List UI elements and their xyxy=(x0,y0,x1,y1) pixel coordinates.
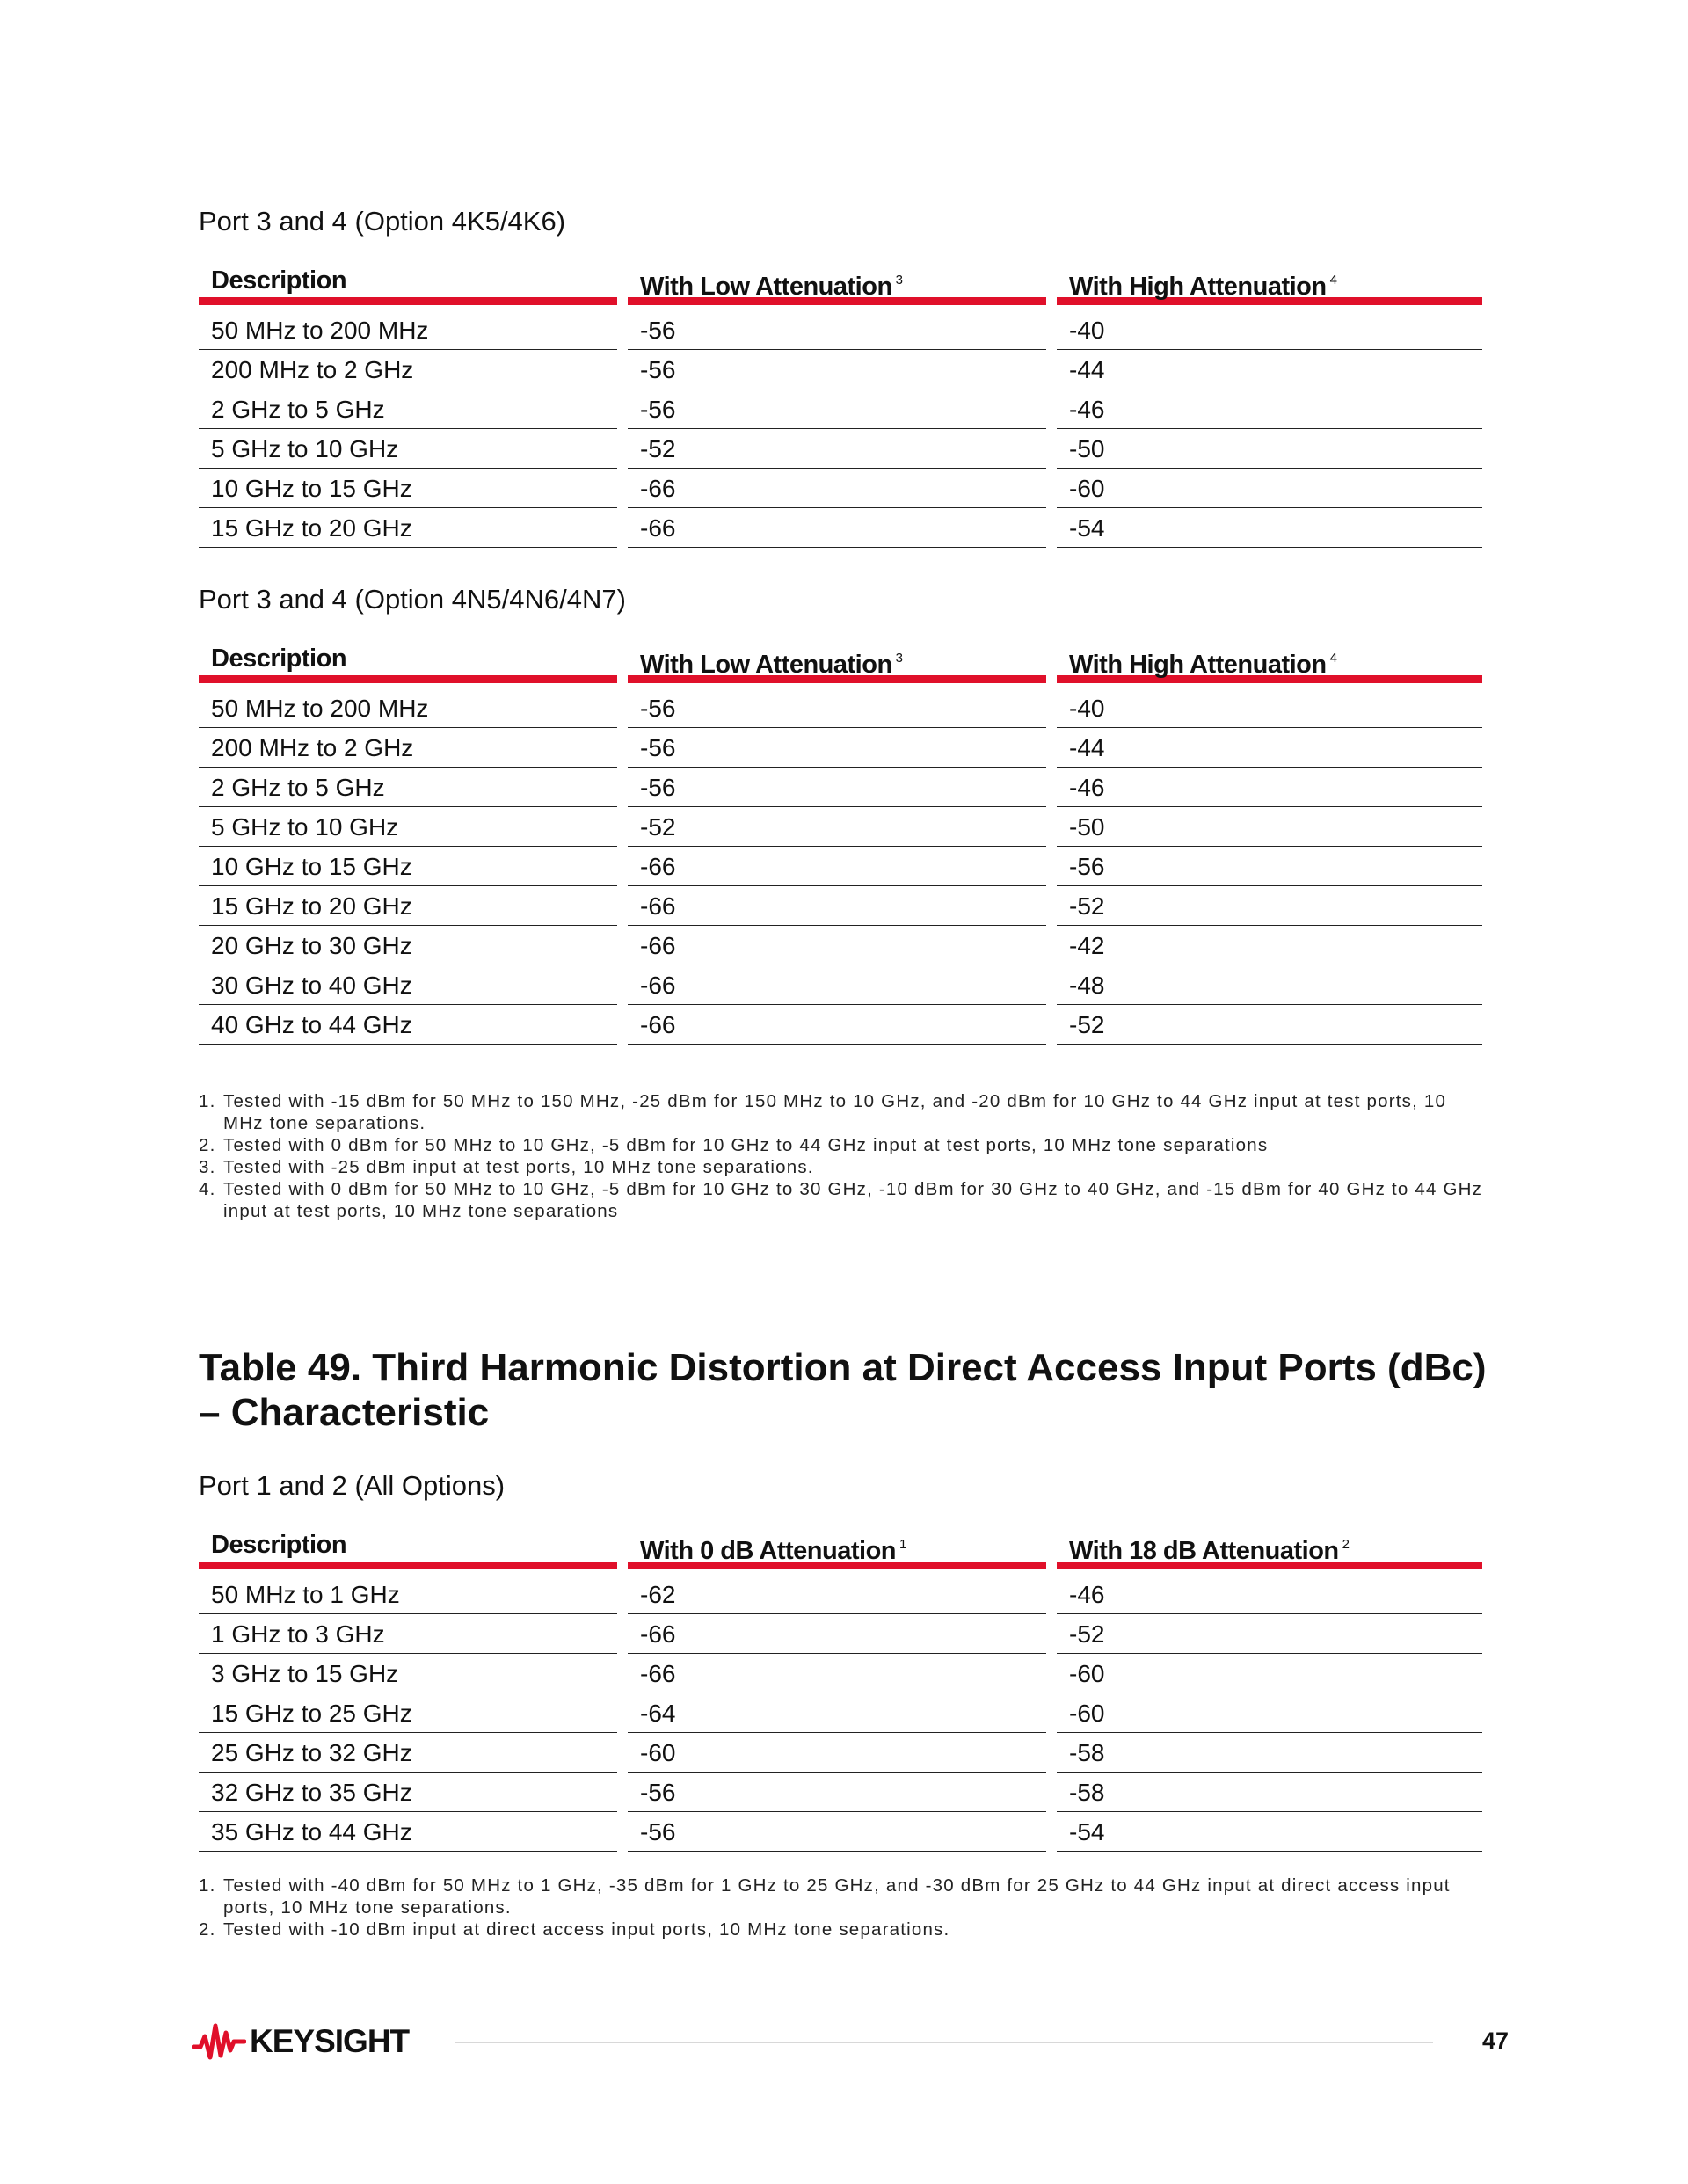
footnote xyxy=(199,1875,1491,1918)
table-header xyxy=(199,1528,1482,1576)
column-header-label: With 0 dB Attenuation xyxy=(640,1537,897,1565)
table-49-title: Table 49. Third Harmonic Distortion at Direct Access Input Ports (dBc) – Characteristic xyxy=(199,1346,1487,1434)
table-row xyxy=(199,1694,1482,1734)
table-row xyxy=(199,808,1482,848)
section-title-port-3-4-4n5: Port 3 and 4 (Option 4N5/4N6/4N7) xyxy=(199,584,626,615)
column-header-label: With 18 dB Attenuation xyxy=(1069,1537,1339,1565)
table-row xyxy=(199,1006,1482,1045)
table-cell: 2 GHz to 5 GHz xyxy=(199,390,617,429)
column-header xyxy=(199,1528,617,1569)
keysight-wave-icon xyxy=(192,2020,246,2063)
footnote-number: 1. xyxy=(199,1875,216,1896)
table-row xyxy=(199,351,1482,390)
table-cell: -54 xyxy=(1057,509,1482,548)
table-header xyxy=(199,264,1482,311)
table-cell: -56 xyxy=(628,390,1046,429)
table-cell: 1 GHz to 3 GHz xyxy=(199,1615,617,1654)
table-cell: -44 xyxy=(1057,351,1482,389)
table-cell: -50 xyxy=(1057,808,1482,847)
table-row xyxy=(199,1773,1482,1813)
table-cell: 10 GHz to 15 GHz xyxy=(199,848,617,886)
footnote-ref: 4 xyxy=(1329,273,1337,288)
table-cell: 50 MHz to 200 MHz xyxy=(199,311,617,350)
section-title-port-3-4-4k5: Port 3 and 4 (Option 4K5/4K6) xyxy=(199,206,566,237)
footnote-number: 1. xyxy=(199,1091,216,1111)
column-header-label: With High Attenuation xyxy=(1069,273,1327,301)
table-row xyxy=(199,1655,1482,1694)
table-cell: -60 xyxy=(1057,1655,1482,1693)
table-row xyxy=(199,887,1482,927)
table-cell: -56 xyxy=(628,1813,1046,1852)
table-header xyxy=(199,642,1482,689)
table-row xyxy=(199,1576,1482,1615)
table-cell: -56 xyxy=(628,729,1046,768)
column-header-label: Description xyxy=(211,266,347,295)
table-cell: -66 xyxy=(628,1006,1046,1045)
table-cell: -64 xyxy=(628,1694,1046,1733)
table-cell: -66 xyxy=(628,887,1046,926)
footnote xyxy=(199,1134,1491,1156)
table-cell: -46 xyxy=(1057,768,1482,807)
table-cell: 35 GHz to 44 GHz xyxy=(199,1813,617,1852)
table-cell: -54 xyxy=(1057,1813,1482,1852)
table-cell: 3 GHz to 15 GHz xyxy=(199,1655,617,1693)
table-cell: 40 GHz to 44 GHz xyxy=(199,1006,617,1045)
table-row xyxy=(199,768,1482,808)
footnote xyxy=(199,1156,1491,1178)
keysight-logo-text: KEYSIGHT xyxy=(250,2023,410,2059)
table-cell: 30 GHz to 40 GHz xyxy=(199,966,617,1005)
table-cell: -52 xyxy=(1057,1615,1482,1654)
column-header-label: Description xyxy=(211,644,347,673)
table-cell: -52 xyxy=(628,430,1046,469)
table-cell: -40 xyxy=(1057,689,1482,728)
table-cell: -66 xyxy=(628,848,1046,886)
table-cell: -66 xyxy=(628,509,1046,548)
footnote-text: Tested with -25 dBm input at test ports, 10 MHz tone separations. xyxy=(223,1157,814,1177)
footnote-text: Tested with 0 dBm for 50 MHz to 10 GHz, -5 dBm for 10 GHz to 30 GHz, -10 dBm for 30 GHz to 40 GHz, and -15 dBm for 40 GHz to 44 GHz input at test ports, 10 MHz tone separations xyxy=(223,1179,1483,1221)
table-row xyxy=(199,509,1482,549)
footnote-ref: 3 xyxy=(895,651,903,666)
table-cell: -50 xyxy=(1057,430,1482,469)
table-cell: -52 xyxy=(1057,887,1482,926)
footnote-text: Tested with -15 dBm for 50 MHz to 150 MHz, -25 dBm for 150 MHz to 10 GHz, and -20 dBm for 10 GHz to 44 GHz input at test ports, 10 MHz tone separations. xyxy=(223,1091,1447,1133)
column-header xyxy=(1057,642,1482,683)
column-header xyxy=(628,642,1046,683)
table-row xyxy=(199,390,1482,430)
table-cell: 20 GHz to 30 GHz xyxy=(199,927,617,965)
table-cell: 25 GHz to 32 GHz xyxy=(199,1734,617,1773)
column-header xyxy=(1057,1528,1482,1569)
table-cell: -66 xyxy=(628,1615,1046,1654)
table-cell: 15 GHz to 20 GHz xyxy=(199,509,617,548)
table-cell: -60 xyxy=(1057,470,1482,508)
table-cell: 10 GHz to 15 GHz xyxy=(199,470,617,508)
table-row xyxy=(199,1615,1482,1655)
footnote xyxy=(199,1178,1491,1222)
column-header xyxy=(628,264,1046,305)
table-port-3-4-4k5 xyxy=(199,264,1482,549)
footnote-number: 4. xyxy=(199,1179,216,1199)
table-cell: 5 GHz to 10 GHz xyxy=(199,808,617,847)
column-header xyxy=(199,264,617,305)
table-49 xyxy=(199,1528,1482,1853)
table-cell: -58 xyxy=(1057,1773,1482,1812)
table-row xyxy=(199,311,1482,351)
table-cell: -66 xyxy=(628,966,1046,1005)
table-cell: -52 xyxy=(1057,1006,1482,1045)
table-cell: -56 xyxy=(628,311,1046,350)
footnote-number: 2. xyxy=(199,1135,216,1155)
table-row xyxy=(199,470,1482,509)
table-cell: 50 MHz to 1 GHz xyxy=(199,1576,617,1614)
table-cell: 50 MHz to 200 MHz xyxy=(199,689,617,728)
table-row xyxy=(199,966,1482,1006)
column-header-label: Description xyxy=(211,1531,347,1559)
footnote-ref: 2 xyxy=(1342,1537,1350,1552)
table-cell: 15 GHz to 25 GHz xyxy=(199,1694,617,1733)
footnote-ref: 4 xyxy=(1329,651,1337,666)
footnote-number: 3. xyxy=(199,1157,216,1177)
table-cell: 32 GHz to 35 GHz xyxy=(199,1773,617,1812)
column-header-label: With Low Attenuation xyxy=(640,651,892,679)
table-cell: -58 xyxy=(1057,1734,1482,1773)
footnotes-section2 xyxy=(199,1090,1491,1222)
footnote-ref: 3 xyxy=(895,273,903,288)
table-cell: 200 MHz to 2 GHz xyxy=(199,351,617,389)
table-cell: -48 xyxy=(1057,966,1482,1005)
column-header xyxy=(1057,264,1482,305)
table-cell: -40 xyxy=(1057,311,1482,350)
table-cell: -56 xyxy=(628,768,1046,807)
table-cell: -44 xyxy=(1057,729,1482,768)
table-row xyxy=(199,927,1482,966)
table-row xyxy=(199,1734,1482,1773)
footnote xyxy=(199,1918,1491,1940)
column-header-label: With High Attenuation xyxy=(1069,651,1327,679)
footer-divider xyxy=(455,2042,1433,2043)
table-cell: 200 MHz to 2 GHz xyxy=(199,729,617,768)
table-cell: 2 GHz to 5 GHz xyxy=(199,768,617,807)
table-cell: -46 xyxy=(1057,1576,1482,1614)
table-cell: -66 xyxy=(628,927,1046,965)
table-cell: -56 xyxy=(1057,848,1482,886)
table-cell: 15 GHz to 20 GHz xyxy=(199,887,617,926)
table-49-subtitle: Port 1 and 2 (All Options) xyxy=(199,1470,506,1501)
table-cell: -66 xyxy=(628,470,1046,508)
table-cell: -60 xyxy=(1057,1694,1482,1733)
footnote-text: Tested with -40 dBm for 50 MHz to 1 GHz, -35 dBm for 1 GHz to 25 GHz, and -30 dBm for 25 GHz to 44 GHz input at direct access input ports, 10 MHz tone separations. xyxy=(223,1875,1451,1918)
table-cell: -60 xyxy=(628,1734,1046,1773)
footnotes-table49 xyxy=(199,1875,1491,1940)
column-header xyxy=(628,1528,1046,1569)
table-row xyxy=(199,729,1482,768)
table-row xyxy=(199,1813,1482,1853)
page-number: 47 xyxy=(1482,2027,1510,2054)
table-cell: 5 GHz to 10 GHz xyxy=(199,430,617,469)
table-port-3-4-4n5 xyxy=(199,642,1482,1045)
footnote-ref: 1 xyxy=(899,1537,906,1552)
table-cell: -66 xyxy=(628,1655,1046,1693)
footnote-number: 2. xyxy=(199,1919,216,1940)
footnote-text: Tested with 0 dBm for 50 MHz to 10 GHz, -5 dBm for 10 GHz to 44 GHz input at test ports, 10 MHz tone separations xyxy=(223,1135,1269,1155)
table-row xyxy=(199,689,1482,729)
keysight-logo xyxy=(192,2020,409,2063)
table-cell: -56 xyxy=(628,1773,1046,1812)
table-row xyxy=(199,848,1482,887)
table-cell: -46 xyxy=(1057,390,1482,429)
table-cell: -52 xyxy=(628,808,1046,847)
table-cell: -56 xyxy=(628,689,1046,728)
column-header-label: With Low Attenuation xyxy=(640,273,892,301)
table-cell: -62 xyxy=(628,1576,1046,1614)
table-cell: -56 xyxy=(628,351,1046,389)
table-cell: -42 xyxy=(1057,927,1482,965)
footnote xyxy=(199,1090,1491,1134)
column-header xyxy=(199,642,617,683)
footnote-text: Tested with -10 dBm input at direct access input ports, 10 MHz tone separations. xyxy=(223,1919,950,1940)
table-row xyxy=(199,430,1482,470)
